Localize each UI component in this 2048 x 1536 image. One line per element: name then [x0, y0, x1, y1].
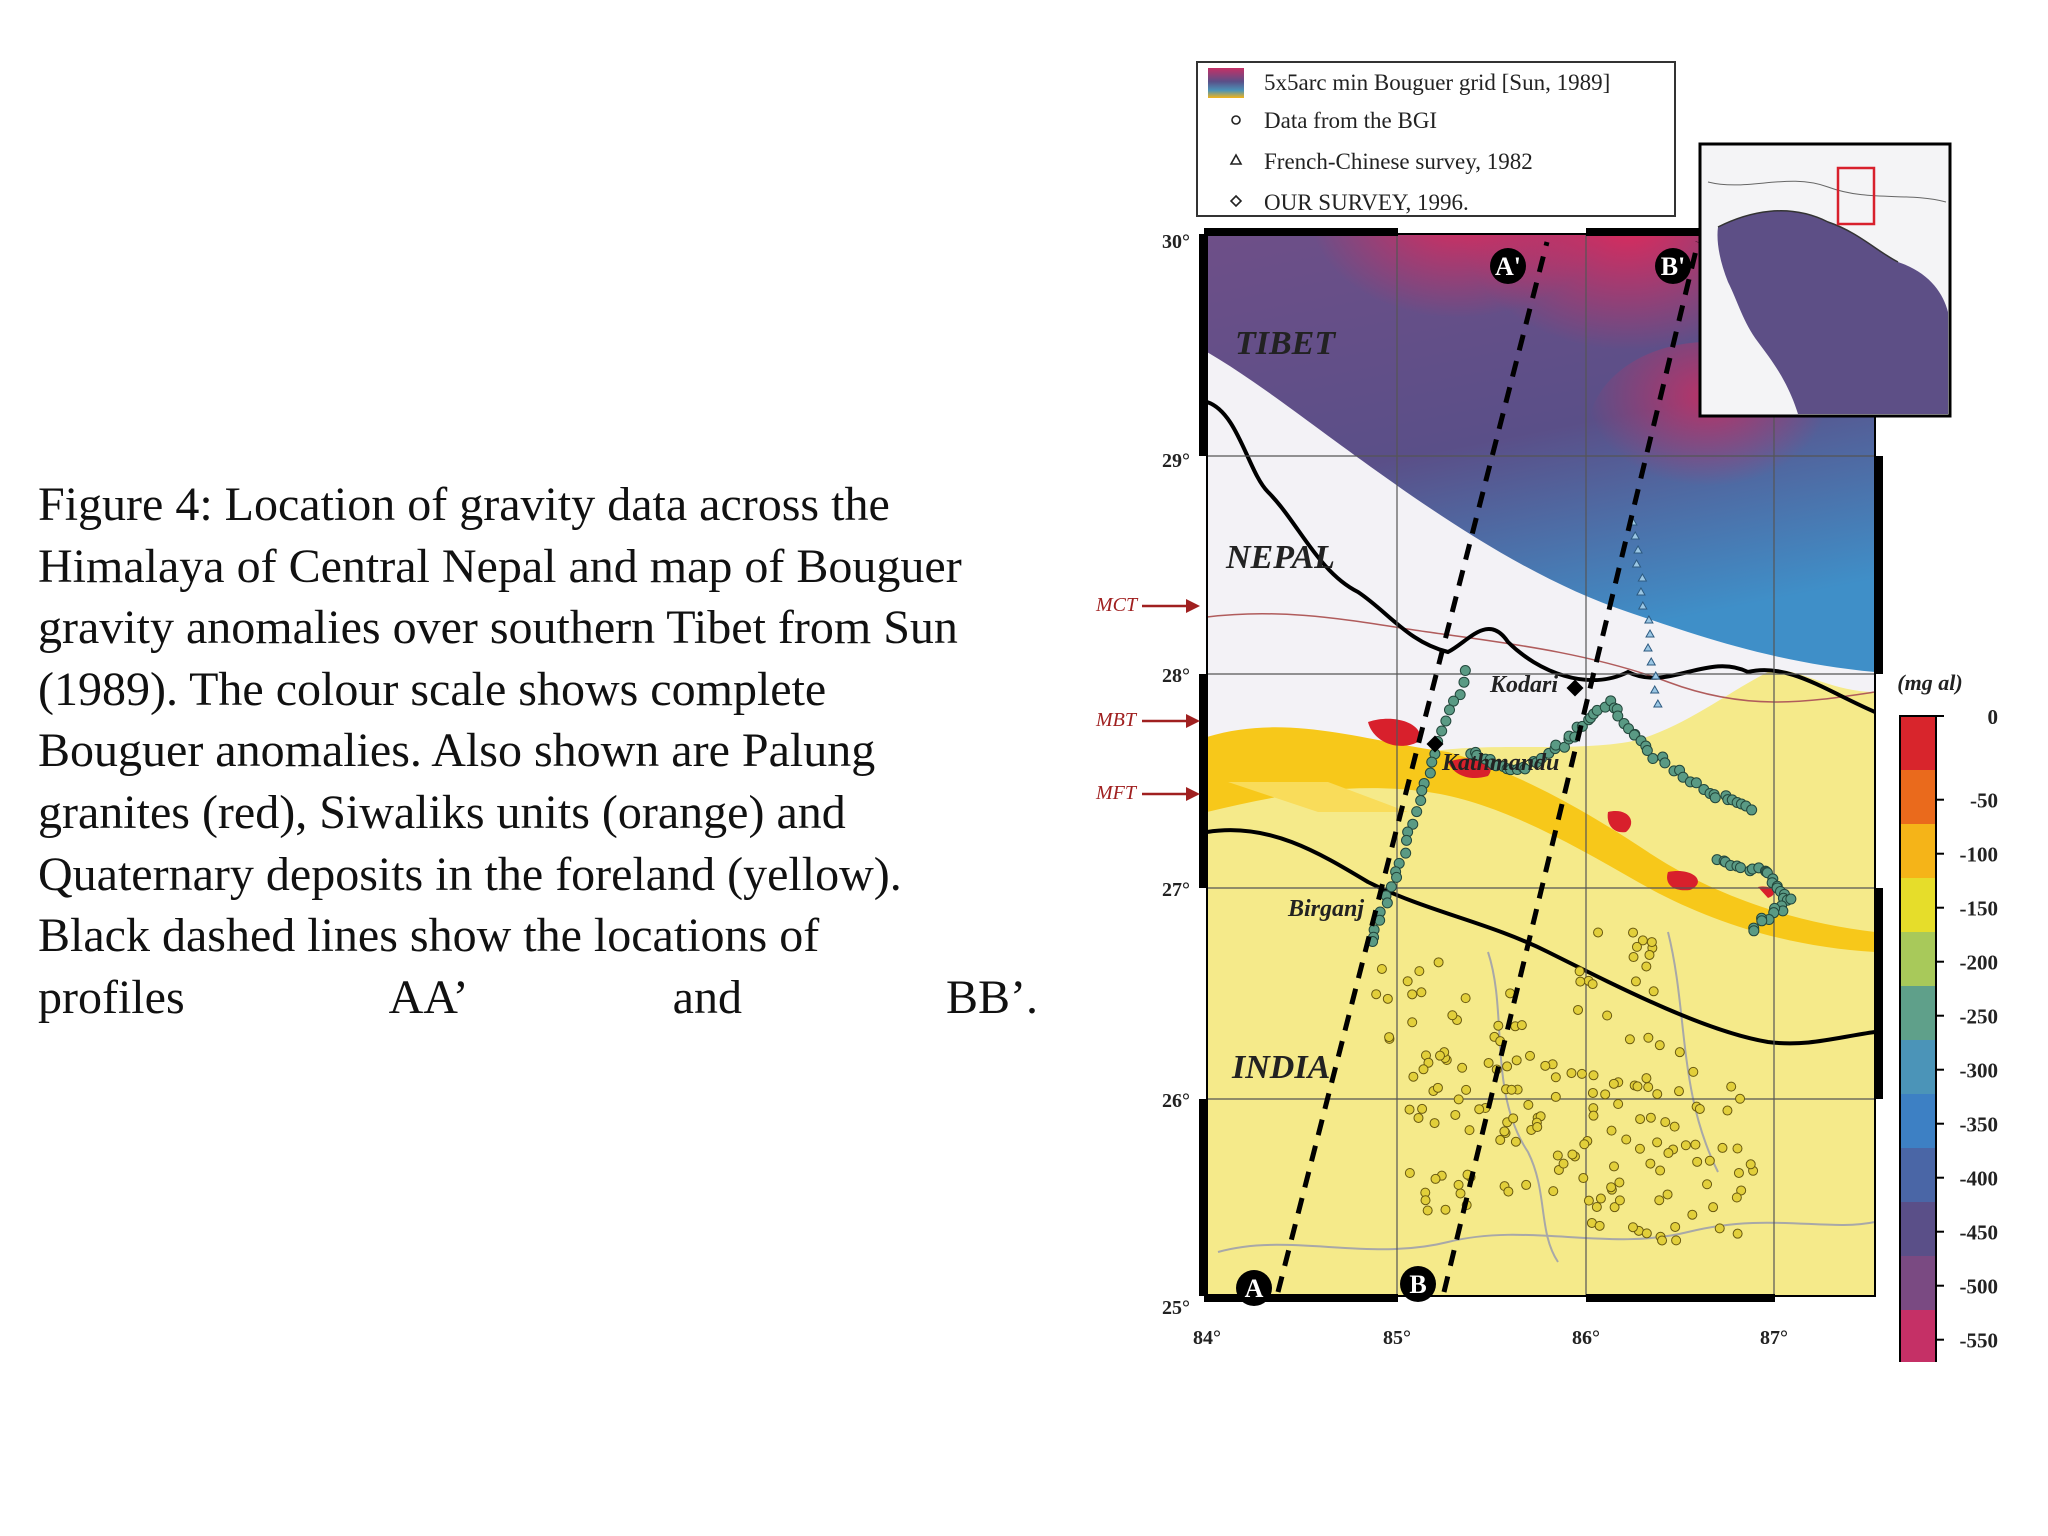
- place-label-kathmandu: Kathmandu: [1442, 750, 1560, 776]
- scale-tick-label: -250: [1959, 1004, 1998, 1029]
- survey-point: [1459, 677, 1469, 687]
- bgi-point: [1709, 1203, 1718, 1212]
- bgi-point: [1653, 1090, 1662, 1099]
- lat-tick-label: 30°: [1162, 231, 1190, 253]
- bgi-point: [1553, 1151, 1562, 1160]
- bgi-point: [1589, 1071, 1598, 1080]
- bgi-point: [1632, 942, 1641, 951]
- bgi-point: [1588, 1088, 1597, 1097]
- caption-line: (1989). The colour scale shows complete: [38, 662, 827, 716]
- bgi-point: [1663, 1190, 1672, 1199]
- survey-point: [1401, 848, 1411, 858]
- scale-labels: [1936, 705, 1998, 1353]
- bgi-point: [1628, 1223, 1637, 1232]
- survey-point: [1427, 757, 1437, 767]
- bgi-point: [1631, 977, 1640, 986]
- profile-end-label: B': [1660, 252, 1686, 281]
- survey-point: [1747, 805, 1757, 815]
- arrow-right-icon: [1186, 714, 1200, 728]
- inset-map: [1700, 144, 1950, 416]
- bgi-point: [1503, 1062, 1512, 1071]
- scale-tick-label: -300: [1959, 1058, 1998, 1083]
- bgi-point: [1423, 1206, 1432, 1215]
- scale-bar: [1900, 716, 1936, 1362]
- bgi-point: [1403, 977, 1412, 986]
- bgi-point: [1645, 950, 1654, 959]
- scale-tick-label: -400: [1959, 1166, 1998, 1191]
- profile-end-label: A: [1244, 1274, 1264, 1303]
- profile-end-b-prime: [1655, 248, 1691, 284]
- bgi-point: [1522, 1180, 1531, 1189]
- bgi-point: [1601, 1090, 1610, 1099]
- bgi-point: [1622, 1135, 1631, 1144]
- caption-last-line: [38, 967, 1038, 1029]
- bgi-point: [1549, 1187, 1558, 1196]
- bgi-point: [1629, 928, 1638, 937]
- caption-word: and: [672, 970, 742, 1024]
- bgi-point: [1661, 1118, 1670, 1127]
- bgi-point: [1646, 1159, 1655, 1168]
- legend-label: OUR SURVEY, 1996.: [1264, 190, 1469, 215]
- bgi-point: [1405, 1169, 1414, 1178]
- bgi-point: [1644, 1083, 1653, 1092]
- place-label-birganj: Birganj: [1288, 896, 1365, 922]
- survey-point: [1710, 793, 1720, 803]
- bgi-point: [1595, 1221, 1604, 1230]
- scale-swatch: [1900, 716, 1936, 770]
- bgi-point: [1594, 928, 1603, 937]
- survey-point: [1412, 807, 1422, 817]
- bgi-point: [1456, 1189, 1465, 1198]
- scale-tick-label: -150: [1959, 896, 1998, 921]
- bgi-point: [1509, 1114, 1518, 1123]
- caption-line: granites (red), Siwaliks units (orange) and: [38, 785, 846, 839]
- bgi-point: [1418, 1104, 1427, 1113]
- scale-swatch: [1900, 824, 1936, 878]
- bgi-point: [1580, 1140, 1589, 1149]
- region-label-india: INDIA: [1232, 1049, 1331, 1086]
- lon-tick-label: 85°: [1383, 1327, 1411, 1349]
- bgi-point: [1559, 1159, 1568, 1168]
- longitude-labels: [1193, 1327, 1788, 1349]
- lat-tick-label: 28°: [1162, 665, 1190, 687]
- bgi-point: [1576, 977, 1585, 986]
- bgi-point: [1431, 1174, 1440, 1183]
- bgi-point: [1567, 1069, 1576, 1078]
- bgi-point: [1533, 1123, 1542, 1132]
- bgi-point: [1541, 1061, 1550, 1070]
- bgi-point: [1646, 1113, 1655, 1122]
- legend-label: Data from the BGI: [1264, 108, 1438, 133]
- lon-tick-label: 86°: [1572, 1327, 1600, 1349]
- scale-swatch: [1900, 1148, 1936, 1202]
- bgi-point: [1633, 1082, 1642, 1091]
- survey-point: [1757, 916, 1767, 926]
- bgi-point: [1649, 987, 1658, 996]
- survey-point: [1382, 898, 1392, 908]
- survey-point: [1425, 768, 1435, 778]
- bgi-point: [1500, 1127, 1509, 1136]
- bgi-point: [1435, 1051, 1444, 1060]
- bgi-point: [1691, 1140, 1700, 1149]
- survey-point: [1660, 758, 1670, 768]
- caption-line: Quaternary deposits in the foreland (yellow).: [38, 847, 902, 901]
- bgi-point: [1454, 1095, 1463, 1104]
- bgi-point: [1655, 1041, 1664, 1050]
- bgi-point: [1732, 1193, 1741, 1202]
- bgi-point: [1603, 1011, 1612, 1020]
- bgi-point: [1733, 1229, 1742, 1238]
- scale-swatch: [1900, 1094, 1936, 1148]
- bgi-point: [1588, 980, 1597, 989]
- bgi-point: [1414, 1113, 1423, 1122]
- bgi-point: [1408, 990, 1417, 999]
- profile-end-b: [1400, 1266, 1436, 1302]
- profile-end-a: [1236, 1270, 1272, 1306]
- bgi-point: [1672, 1236, 1681, 1245]
- bgi-point: [1642, 1229, 1651, 1238]
- survey-point: [1417, 786, 1427, 796]
- bgi-point: [1589, 1111, 1598, 1120]
- figure-caption: [38, 474, 1038, 1028]
- bgi-point: [1461, 994, 1470, 1003]
- bgi-point: [1551, 1073, 1560, 1082]
- survey-point: [1786, 894, 1796, 904]
- survey-point: [1441, 716, 1451, 726]
- bgi-point: [1475, 1105, 1484, 1114]
- arrow-right-icon: [1186, 787, 1200, 801]
- region-label-nepal: NEPAL: [1226, 539, 1335, 576]
- bgi-point: [1629, 953, 1638, 962]
- legend-label: 5x5arc min Bouguer grid [Sun, 1989]: [1264, 70, 1611, 95]
- fault-label: MFT: [1096, 782, 1136, 804]
- bgi-point: [1746, 1160, 1755, 1169]
- fault-mbt: [1095, 709, 1200, 731]
- bgi-point: [1674, 1087, 1683, 1096]
- caption-line: Black dashed lines show the locations of: [38, 909, 820, 963]
- bgi-point: [1405, 1105, 1414, 1114]
- bgi-point: [1417, 988, 1426, 997]
- scale-swatch: [1900, 1310, 1936, 1362]
- scale-tick-label: -350: [1959, 1112, 1998, 1137]
- bgi-point: [1430, 1119, 1439, 1128]
- bgi-point: [1451, 1110, 1460, 1119]
- bgi-point: [1385, 1033, 1394, 1042]
- scale-swatch: [1900, 1202, 1936, 1256]
- bgi-point: [1610, 1162, 1619, 1171]
- bgi-point: [1642, 1074, 1651, 1083]
- bgi-point: [1574, 1005, 1583, 1014]
- bgi-point: [1517, 1021, 1526, 1030]
- bgi-point: [1434, 958, 1443, 967]
- fault-mft: [1095, 782, 1200, 804]
- bgi-point: [1525, 1051, 1534, 1060]
- place-label-kodari: Kodari: [1490, 672, 1559, 698]
- bgi-point: [1695, 1104, 1704, 1113]
- bgi-point: [1511, 1137, 1520, 1146]
- bgi-point: [1736, 1094, 1745, 1103]
- bgi-point: [1496, 1136, 1505, 1145]
- caption-word: profiles: [38, 970, 185, 1024]
- caption-line: Bouguer anomalies. Also shown are Palung: [38, 724, 876, 778]
- bgi-point: [1615, 1196, 1624, 1205]
- scale-tick-label: -200: [1959, 950, 1998, 975]
- map-legend: [1197, 62, 1675, 216]
- lat-tick-label: 27°: [1162, 879, 1190, 901]
- bgi-point: [1448, 1011, 1457, 1020]
- bgi-point: [1512, 1056, 1521, 1065]
- bgi-point: [1688, 1210, 1697, 1219]
- survey-point: [1402, 835, 1412, 845]
- bgi-point: [1658, 1236, 1667, 1245]
- bgi-point: [1462, 1085, 1471, 1094]
- caption-line: Figure 4: Location of gravity data across the: [38, 478, 890, 531]
- caption-line: Himalaya of Central Nepal and map of Bouguer: [38, 539, 962, 593]
- survey-point: [1416, 796, 1426, 806]
- bgi-point: [1419, 1065, 1428, 1074]
- bgi-point: [1607, 1183, 1616, 1192]
- scale-tick-label: 0: [1987, 705, 1998, 729]
- fault-label: MBT: [1096, 709, 1136, 731]
- survey-point: [1392, 872, 1402, 882]
- bgi-point: [1615, 1178, 1624, 1187]
- bgi-point: [1507, 1085, 1516, 1094]
- bgi-point: [1655, 1196, 1664, 1205]
- survey-point: [1386, 882, 1396, 892]
- lon-tick-label: 84°: [1193, 1327, 1221, 1349]
- bgi-point: [1734, 1168, 1743, 1177]
- scale-tick-label: -550: [1959, 1328, 1998, 1353]
- bgi-point: [1494, 1021, 1503, 1030]
- survey-point: [1437, 726, 1447, 736]
- bgi-point: [1568, 1150, 1577, 1159]
- bgi-point: [1705, 1156, 1714, 1165]
- bgi-point: [1656, 1166, 1665, 1175]
- bgi-point: [1670, 1122, 1679, 1131]
- bgi-point: [1441, 1205, 1450, 1214]
- bgi-point: [1458, 1063, 1467, 1072]
- lat-tick-label: 25°: [1162, 1297, 1190, 1319]
- caption-word: AA’: [388, 970, 469, 1024]
- profile-end-label: A': [1495, 252, 1521, 281]
- scale-swatch: [1900, 932, 1936, 986]
- arrow-right-icon: [1186, 599, 1200, 613]
- survey-point: [1735, 863, 1745, 873]
- bgi-point: [1504, 1187, 1513, 1196]
- gravity-map-figure: [1068, 52, 2048, 1362]
- bgi-point: [1454, 1180, 1463, 1189]
- scale-tick-label: -100: [1959, 842, 1998, 867]
- bgi-point: [1689, 1067, 1698, 1076]
- bgi-point: [1664, 1149, 1673, 1158]
- caption-word: BB’.: [945, 970, 1038, 1024]
- bgi-point: [1551, 1092, 1560, 1101]
- bgi-point: [1647, 938, 1656, 947]
- bgi-point: [1671, 1222, 1680, 1231]
- bgi-point: [1715, 1224, 1724, 1233]
- survey-point: [1749, 926, 1759, 936]
- bgi-point: [1577, 1069, 1586, 1078]
- bgi-point: [1408, 1018, 1417, 1027]
- bgi-point: [1733, 1144, 1742, 1153]
- colour-scale: [1897, 670, 1998, 1362]
- lat-tick-label: 26°: [1162, 1090, 1190, 1112]
- scale-unit: (mg al): [1897, 670, 1963, 695]
- lon-tick-label: 87°: [1760, 1327, 1788, 1349]
- bgi-point: [1644, 1033, 1653, 1042]
- fault-label: MCT: [1096, 594, 1138, 616]
- latitude-labels: [1162, 231, 1190, 1319]
- bgi-point: [1727, 1082, 1736, 1091]
- scale-tick-label: -450: [1959, 1220, 1998, 1245]
- scale-swatch: [1900, 1256, 1936, 1310]
- bgi-point: [1383, 994, 1392, 1003]
- bgi-point: [1596, 1194, 1605, 1203]
- bgi-point: [1484, 1058, 1493, 1067]
- fault-mct: [1095, 594, 1200, 616]
- bgi-point: [1607, 1126, 1616, 1135]
- bgi-point: [1636, 1115, 1645, 1124]
- gradient-swatch-icon: [1208, 68, 1244, 98]
- survey-point: [1648, 754, 1658, 764]
- bgi-point: [1635, 1144, 1644, 1153]
- bgi-point: [1653, 1138, 1662, 1147]
- legend-label: French-Chinese survey, 1982: [1264, 149, 1533, 174]
- bgi-point: [1415, 967, 1424, 976]
- scale-tick-label: -500: [1959, 1274, 1998, 1299]
- bgi-point: [1524, 1100, 1533, 1109]
- bgi-point: [1584, 1196, 1593, 1205]
- region-label-tibet: TIBET: [1235, 325, 1336, 362]
- bgi-point: [1681, 1141, 1690, 1150]
- bgi-point: [1592, 1202, 1601, 1211]
- bgi-point: [1642, 962, 1651, 971]
- bgi-point: [1693, 1157, 1702, 1166]
- bgi-point: [1579, 1174, 1588, 1183]
- bgi-point: [1723, 1106, 1732, 1115]
- lat-tick-label: 29°: [1162, 450, 1190, 472]
- scale-tick-label: -50: [1970, 788, 1998, 813]
- bgi-point: [1575, 967, 1584, 976]
- profile-end-a-prime: [1490, 248, 1526, 284]
- caption-line: gravity anomalies over southern Tibet from Sun: [38, 601, 958, 655]
- survey-point: [1444, 705, 1454, 715]
- bgi-point: [1703, 1180, 1712, 1189]
- survey-point: [1460, 666, 1470, 676]
- bgi-point: [1675, 1048, 1684, 1057]
- scale-swatch: [1900, 878, 1936, 932]
- bgi-point: [1614, 1099, 1623, 1108]
- bgi-point: [1377, 964, 1386, 973]
- bgi-point: [1609, 1079, 1618, 1088]
- bgi-point: [1433, 1083, 1442, 1092]
- scale-swatch: [1900, 770, 1936, 824]
- bgi-point: [1718, 1143, 1727, 1152]
- scale-swatch: [1900, 1040, 1936, 1094]
- scale-swatch: [1900, 986, 1936, 1040]
- bgi-point: [1372, 990, 1381, 999]
- bgi-point: [1409, 1072, 1418, 1081]
- bgi-point: [1421, 1196, 1430, 1205]
- bgi-point: [1625, 1035, 1634, 1044]
- bgi-point: [1465, 1126, 1474, 1135]
- profile-end-label: B: [1409, 1270, 1427, 1299]
